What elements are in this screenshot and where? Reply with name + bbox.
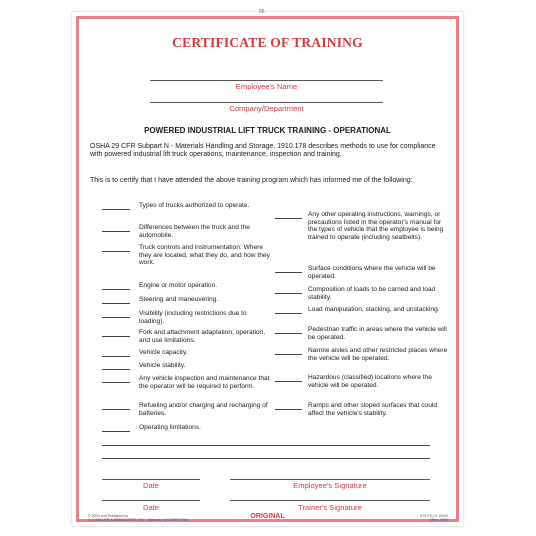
item-text: Pedestrian traffic in areas where the vehicle will be operated.: [308, 326, 447, 341]
checkbox-line[interactable]: [102, 303, 130, 304]
item-text: Refueling and/or charging and recharging of batteries.: [139, 402, 268, 417]
item-text: Fork and attachment adaptation, operation, and use limitations.: [139, 329, 266, 344]
date-line-1[interactable]: [102, 479, 200, 480]
item-text: Vehicle capacity.: [139, 349, 188, 356]
item-text: Differences between the truck and the automobile.: [139, 224, 250, 239]
item-text: Operating limitations.: [139, 424, 201, 431]
top-mark: 56: [259, 9, 265, 15]
checkbox-line[interactable]: [275, 293, 302, 294]
checkbox-line[interactable]: [102, 231, 130, 232]
checkbox-line[interactable]: [102, 369, 130, 370]
checkbox-line[interactable]: [275, 381, 302, 382]
employee-name-label: Employee's Name: [235, 82, 298, 91]
form-number-line-2: (Rev. 4/00): [430, 518, 448, 523]
date-label-1: Date: [142, 481, 160, 490]
item-text: Types of trucks authorized to operate.: [139, 202, 250, 209]
checkbox-line[interactable]: [102, 382, 130, 383]
trainer-signature-label: Trainer's Signature: [298, 503, 362, 512]
employee-name-line[interactable]: [150, 80, 383, 81]
item-text: Vehicle stability.: [139, 362, 186, 369]
checkbox-line[interactable]: [102, 431, 130, 432]
company-line[interactable]: [150, 102, 383, 103]
checkbox-line[interactable]: [102, 251, 130, 252]
checkbox-line[interactable]: [275, 313, 302, 314]
date-line-2[interactable]: [102, 500, 200, 501]
item-text: Hazardous (classified) locations where the vehicle will be operated.: [308, 374, 432, 389]
trainer-signature-line[interactable]: [230, 500, 430, 501]
checkbox-line[interactable]: [275, 354, 302, 355]
certify-paragraph: This is to certify that I have attended the above training program which has informed me of the following:: [90, 177, 413, 184]
checkbox-line[interactable]: [275, 409, 302, 410]
item-text: Ramps and other sloped surfaces that could affect the vehicle's stability.: [308, 402, 438, 417]
checkbox-line[interactable]: [275, 333, 302, 334]
publisher-line-1: © 2000 and Published by: [88, 514, 129, 518]
item-text: Any vehicle inspection and maintenance that the operator will be required to perform.: [139, 375, 270, 390]
item-text: Narrow aisles and other restricted places where the vehicle will be operated.: [308, 347, 448, 362]
form-number-line-1: 679-FS-C1 (0044: [420, 514, 448, 518]
employee-signature-label: Employee's Signature: [293, 481, 367, 490]
certificate-title: CERTIFICATE OF TRAINING: [172, 35, 363, 50]
checkbox-line[interactable]: [102, 336, 130, 337]
item-text: Surface conditions where the vehicle will be operated.: [308, 265, 436, 280]
form-number: [398, 514, 448, 522]
checkbox-line[interactable]: [102, 317, 130, 318]
date-label-2: Date: [142, 503, 160, 512]
item-text: Composition of loads to be carried and load stability.: [308, 286, 436, 301]
checkbox-line[interactable]: [102, 289, 130, 290]
checkbox-line[interactable]: [275, 272, 302, 273]
blank-line[interactable]: [102, 458, 430, 459]
item-text: Any other operating instructions, warnings, or precautions listed in the operator's manual for the types of vehicle that the employee is being trained to operate (including seatbelts).: [308, 211, 444, 241]
item-text: Steering and maneuvering.: [139, 296, 219, 303]
checkbox-line[interactable]: [102, 356, 130, 357]
checkbox-line[interactable]: [102, 409, 130, 410]
item-text: Visibility (including restrictions due to loading).: [139, 310, 247, 325]
company-label: Company/Department: [229, 104, 304, 113]
training-heading: POWERED INDUSTRIAL LIFT TRUCK TRAINING - OPERATIONAL: [144, 126, 391, 135]
original-mark: ORIGINAL: [250, 513, 285, 520]
item-text: Engine or motor operation.: [139, 282, 218, 289]
checkbox-line[interactable]: [102, 209, 130, 210]
checkbox-line[interactable]: [275, 218, 302, 219]
item-text: Truck controls and instrumentation: Where they are located, what they do, and how they work.: [139, 244, 270, 266]
intro-paragraph: OSHA 29 CFR Subpart N - Materials Handling and Storage, 1910.178 describes methods to use for compliance with powered industrial lift truck operations, maintenance, inspection and training.: [90, 143, 436, 159]
publisher-line-2: J. J. KELLER & ASSOCIATES, INC. • Neenah, WI 54957-0368: [88, 518, 188, 523]
employee-signature-line[interactable]: [230, 479, 430, 480]
blank-line[interactable]: [102, 445, 430, 446]
item-text: Load manipulation, stacking, and unstacking.: [308, 306, 440, 313]
certificate-sheet: [72, 9, 463, 526]
